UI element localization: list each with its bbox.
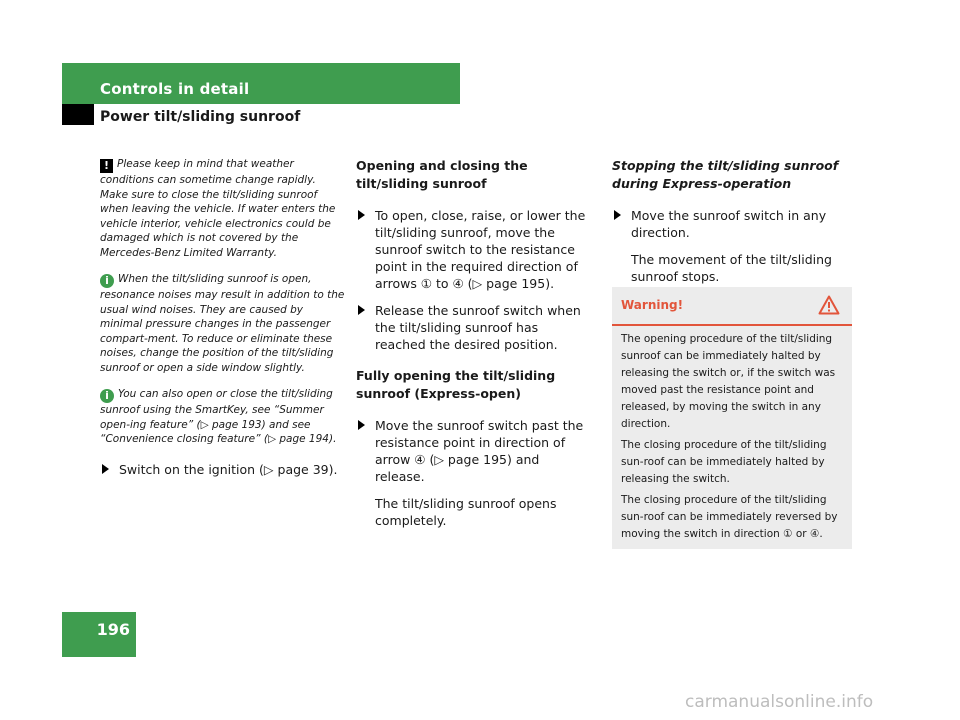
watermark: carmanualsonline.info: [685, 692, 874, 712]
page-title: Power tilt/sliding sunroof: [100, 109, 301, 125]
warning-paragraph: The closing procedure of the tilt/sliding sun-roof can be immediately reversed by moving the switch in direction ① or ④.: [621, 494, 838, 540]
info-icon: i: [100, 389, 114, 403]
warning-box: [612, 287, 852, 549]
bullet-arrow-icon: [102, 464, 109, 474]
section-title: Controls in detail: [100, 80, 250, 98]
page-number: 196: [62, 612, 136, 657]
warning-header: [612, 287, 852, 326]
step-item: [100, 461, 346, 478]
exclamation-icon: !: [100, 159, 113, 173]
note-text: You can also open or close the tilt/sliding sunroof using the SmartKey, see “Summer open-ing feature” (▷ page 193) and see “Convenience closing feature” (▷ page 194).: [100, 388, 337, 445]
step-item: [356, 207, 592, 292]
section-heading: Stopping the tilt/sliding sunroof during Express-operation: [612, 158, 839, 191]
bullet-arrow-icon: [358, 305, 365, 315]
section-heading: Opening and closing the tilt/sliding sunroof: [356, 158, 528, 191]
warning-paragraph: The closing procedure of the tilt/sliding sun-roof can be immediately halted by releasing the switch.: [621, 439, 827, 485]
warning-paragraph: The opening procedure of the tilt/sliding sunroof can be immediately halted by releasing the switch or, if the switch was moved past the resistance point and released, by moving the switch in any direction.: [621, 333, 836, 430]
bullet-arrow-icon: [358, 420, 365, 430]
warning-body: [612, 326, 852, 543]
notes-column: [100, 157, 346, 488]
note-text: When the tilt/sliding sunroof is open, resonance noises may result in addition to the usual wind noises. They are caused by minimal pressure changes in the passenger compart-ment. To reduce or eliminate these noises, change the position of the tilt/sliding sunroof or open a side window slightly.: [100, 273, 345, 374]
step-text: Move the sunroof switch in any direction.: [631, 208, 827, 240]
note-smartkey: [100, 387, 346, 447]
result-text: The movement of the tilt/sliding sunroof stops.: [631, 252, 832, 284]
note-resonance: [100, 272, 346, 375]
step-text: To open, close, raise, or lower the tilt/sliding sunroof, move the sunroof switch to the resistance point in the required direction of arrows ① to ④ (▷ page 195).: [375, 208, 586, 291]
step-text: Switch on the ignition (▷ page 39).: [119, 461, 338, 477]
result-text: The tilt/sliding sunroof opens completely.: [375, 496, 557, 528]
info-icon: i: [100, 274, 114, 288]
step-text: Move the sunroof switch past the resistance point in direction of arrow ④ (▷ page 195) and release.: [375, 418, 584, 484]
step-text: Release the sunroof switch when the tilt/sliding sunroof has reached the desired position.: [375, 303, 581, 352]
open-close-column: [356, 157, 592, 543]
warning-title: Warning!: [621, 298, 684, 312]
step-item: [356, 302, 592, 353]
bullet-arrow-icon: [358, 210, 365, 220]
section-heading: Fully opening the tilt/sliding sunroof (Express-open): [356, 368, 556, 401]
note-weather: [100, 157, 346, 260]
header-tab-marker: [62, 104, 94, 125]
step-item: [356, 417, 592, 485]
stop-column: [612, 157, 852, 299]
bullet-arrow-icon: [614, 210, 621, 220]
step-item: [612, 207, 852, 241]
warning-triangle-icon: [818, 295, 840, 315]
note-text: Please keep in mind that weather conditions can sometime change rapidly. Make sure to close the tilt/sliding sunroof when leaving the vehicle. If water enters the vehicle interior, vehicle electronics could be damaged which is not covered by the Mercedes-Benz Limited Warranty.: [100, 158, 336, 259]
